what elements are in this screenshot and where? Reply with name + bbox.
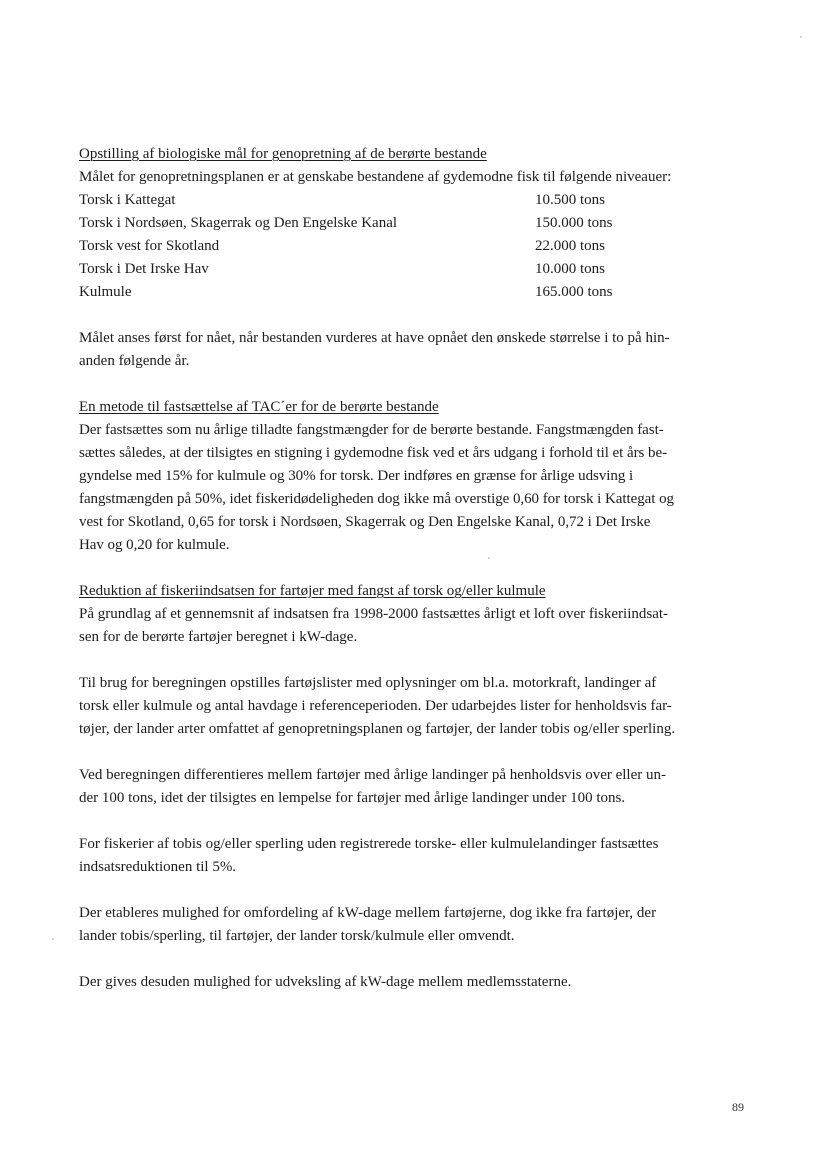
text-line: fangstmængden på 50%, idet fiskeridødeligheden dog ikke må overstige 0,60 for torsk i Kattegat og	[79, 491, 675, 507]
text-line: Målet anses først for nået, når bestanden vurderes at have opnået den ønskede størrelse i to på hin-	[79, 330, 670, 346]
goal-stock-value: 165.000 tons	[535, 284, 613, 300]
goals-intro: Målet for genopretningsplanen er at genskabe bestandene af gydemodne fisk til følgende niveauer:	[79, 169, 672, 185]
text-line: For fiskerier af tobis og/eller sperling uden registrerede torske- eller kulmulelandinger fastsættes	[79, 836, 659, 852]
text-line: Ved beregningen differentieres mellem fartøjer med årlige landinger på henholdsvis over eller un-	[79, 767, 666, 783]
text-line: sen for de berørte fartøjer beregnet i kW-dage.	[79, 629, 358, 645]
paragraph-gap	[79, 741, 751, 764]
goals-table	[79, 189, 751, 304]
text-line: der 100 tons, idet der tilsigtes en lempelse for fartøjer med årlige landinger under 100 tons.	[79, 790, 626, 806]
goal-stock-value: 10.000 tons	[535, 261, 606, 277]
paragraph-gap	[79, 373, 751, 396]
goal-stock-name: Kulmule	[79, 284, 132, 300]
text-line: Der etableres mulighed for omfordeling af kW-dage mellem fartøjerne, dog ikke fra fartøjer, der	[79, 905, 657, 921]
goal-stock-name: Torsk i Nordsøen, Skagerrak og Den Engelske Kanal	[79, 215, 398, 231]
section-heading-effort-reduction: Reduktion af fiskeriindsatsen for fartøjer med fangst af torsk og/eller kulmule	[79, 583, 546, 599]
text-line: tøjer, der lander arter omfattet af genopretningsplanen og fartøjer, der lander tobis og/eller sperling.	[79, 721, 676, 737]
text-line: gyndelse med 15% for kulmule og 30% for torsk. Der indføres en grænse for årlige udsving i	[79, 468, 634, 484]
text-line: sættes således, at der tilsigtes en stigning i gydemodne fisk ved et års udgang i forhold til et års be-	[79, 445, 668, 461]
goal-stock-name: Torsk vest for Skotland	[79, 238, 220, 254]
goal-row	[79, 235, 751, 258]
goal-stock-value: 22.000 tons	[535, 238, 606, 254]
text-line: vest for Skotland, 0,65 for torsk i Nordsøen, Skagerrak og Den Engelske Kanal, 0,72 i Det Irske	[79, 514, 651, 530]
text-line: På grundlag af et gennemsnit af indsatsen fra 1998-2000 fastsættes årligt et loft over fiskeriindsat-	[79, 606, 669, 622]
goal-stock-value: 10.500 tons	[535, 192, 606, 208]
scan-speck	[488, 557, 490, 559]
text-line: indsatsreduktionen til 5%.	[79, 859, 237, 875]
paragraph-gap	[79, 810, 751, 833]
section-heading-tac-method: En metode til fastsættelse af TAC´er for de berørte bestande	[79, 399, 439, 415]
paragraph-gap	[79, 948, 751, 971]
vessel-lists-paragraph	[79, 672, 751, 741]
effort-ceiling-paragraph	[79, 603, 751, 649]
goal-stock-name: Torsk i Det Irske Hav	[79, 261, 209, 277]
goal-row	[79, 258, 751, 281]
page-number: 89	[732, 1100, 744, 1114]
section-heading-biological-goals: Opstilling af biologiske mål for genopretning af de berørte bestande	[79, 146, 487, 162]
redistribution-paragraph	[79, 902, 751, 948]
text-line: Der fastsættes som nu årlige tilladte fangstmængder for de berørte bestande. Fangstmængden fast-	[79, 422, 664, 438]
sandeel-paragraph	[79, 833, 751, 879]
text-line: lander tobis/sperling, til fartøjer, der lander torsk/kulmule eller omvendt.	[79, 928, 515, 944]
goal-row	[79, 212, 751, 235]
paragraph-gap	[79, 649, 751, 672]
differentiation-paragraph	[79, 764, 751, 810]
paragraph-gap	[79, 304, 751, 327]
paragraph-gap	[79, 557, 751, 580]
document-page	[79, 143, 751, 994]
goal-row	[79, 281, 751, 304]
text-line: torsk eller kulmule og antal havdage i referenceperioden. Der udarbejdes lister for henholdsvis far-	[79, 698, 672, 714]
exchange-paragraph	[79, 971, 751, 994]
text-line: Der gives desuden mulighed for udveksling af kW-dage mellem medlemsstaterne.	[79, 974, 572, 990]
text-line: Til brug for beregningen opstilles fartøjslister med oplysninger om bl.a. motorkraft, landinger af	[79, 675, 657, 691]
text-line: anden følgende år.	[79, 353, 190, 369]
goal-stock-value: 150.000 tons	[535, 215, 613, 231]
paragraph-gap	[79, 879, 751, 902]
scan-speck	[52, 938, 54, 940]
goal-row	[79, 189, 751, 212]
goal-achievement-paragraph	[79, 327, 751, 373]
scan-speck	[800, 36, 802, 38]
tac-method-paragraph	[79, 419, 751, 557]
text-line: Hav og 0,20 for kulmule.	[79, 537, 230, 553]
goal-stock-name: Torsk i Kattegat	[79, 192, 176, 208]
